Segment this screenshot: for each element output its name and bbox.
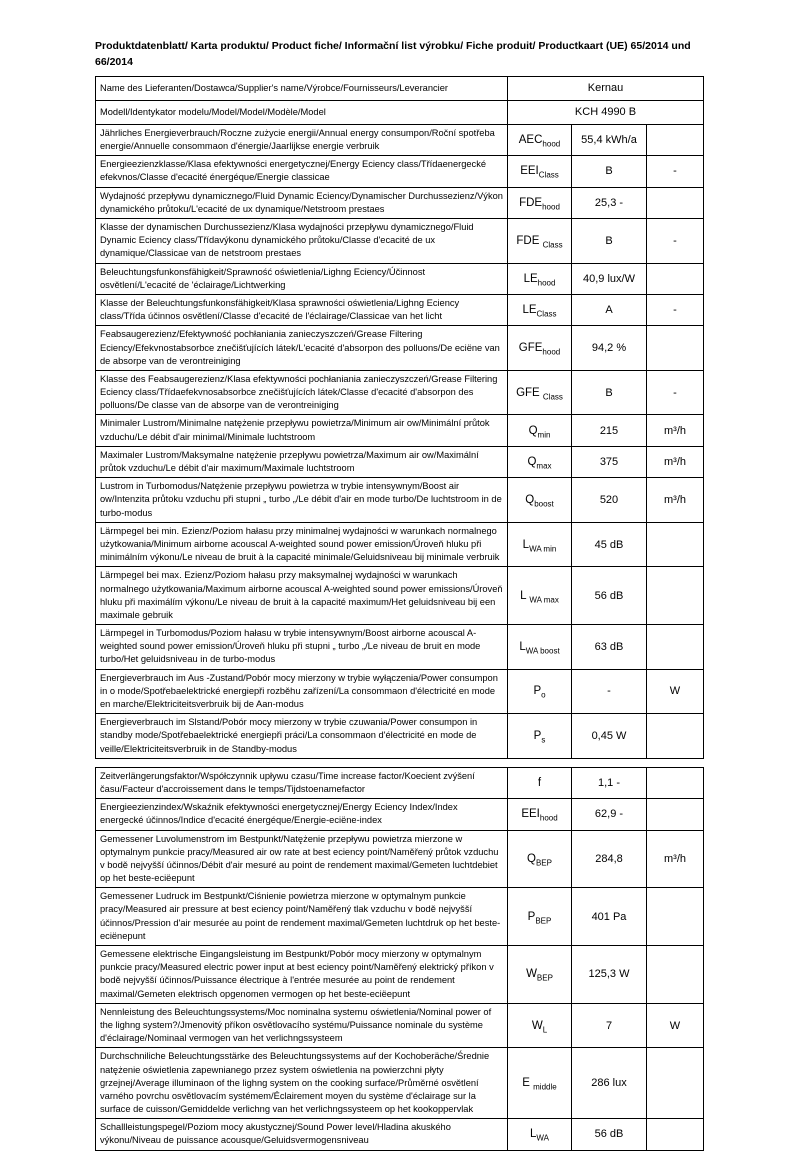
symbol-text: Q [527, 852, 536, 865]
symbol-subscript: WA max [529, 595, 559, 605]
row-value: 63 dB [572, 625, 647, 670]
row-description: Energieverbrauch im Aus -Zustand/Pobór mocy mierzony w trybie wyłączenia/Power consumpon in o mode/Spotřebaelektrické energiepři rozběhu zařízení/La consommaon d'électricité en mode en marche/Elektriciteitsverbruik bij de Aan-modus [96, 669, 508, 714]
row-symbol [508, 478, 572, 523]
table-row [96, 446, 704, 477]
row-unit: - [647, 294, 704, 325]
row-value: A [572, 294, 647, 325]
row-description: Gemessene elektrische Eingangsleistung im Bestpunkt/Pobór mocy mierzony w optymalnym punkcie pracy/Measured electric power input at best eciency point/Naměřený elektrický příkon v bodě nejvyšší účinnos/Puissance électrique à l'entrée mesurée au point de rendement maximal/Gemeten elektrisch opgenomen vermogen op het beste-eciëepunt [96, 946, 508, 1004]
symbol-subscript: Class [542, 391, 563, 401]
row-description: Lärmpegel bei max. Ezienz/Poziom hałasu przy maksymalnej wydajności w warunkach normalnego użytkowania/Maximum airborne acouscal A-weighted sound power emissions/Úroveň hluku při maximálím výkonu/Le niveau de bruit à la capacité maximum/Het geluidsniveau bij een maximale gebruik [96, 567, 508, 625]
table-row [96, 714, 704, 759]
row-unit [647, 124, 704, 155]
row-description: Lärmpegel in Turbomodus/Poziom hałasu w trybie intensywnym/Boost airborne acouscal A-weighted sound power emission/Úroveň hluku při stupni „ turbo „/Le niveau de bruit en mode turbo/Het geluidsniveau in de turbo-modus [96, 625, 508, 670]
row-symbol [508, 446, 572, 477]
row-value: - [572, 669, 647, 714]
table-row [96, 263, 704, 294]
row-value: 55,4 kWh/a [572, 124, 647, 155]
symbol-subscript: min [537, 429, 551, 439]
row-value: B [572, 156, 647, 187]
row-unit [647, 799, 704, 830]
row-description: Maximaler Lustrom/Maksymalne natężenie przepływu powietrza/Maximum air ow/Maximální průtok vzduchu/Le débit d'air maximum/Maximale luchtstroom [96, 446, 508, 477]
document-title: Produktdatenblatt/ Karta produktu/ Product fiche/ Informační list výrobku/ Fiche produit/ Productkaart (UE) 65/2014 und 66/2014 [95, 40, 691, 69]
row-symbol [508, 156, 572, 187]
row-symbol [508, 124, 572, 155]
row-value: 0,45 W [572, 714, 647, 759]
row-description: Durchschniliche Beleuchtungsstärke des Beleuchtungssystems auf der Kochoberäche/Średnie natężenie oświetlenia zapewnianego przez system oświetlenia na powierzchni płyty grzejnej/Average illuminaon of the lighng system on the cooking surface/Průměrné osvětlení varného povrchu osvětlovacím systémem/Éclairement moyen du système d'éclairage sur la surface de cuisson/Gemiddelde verlichng van het verlichngssysteem op het kookoppervlak [96, 1048, 508, 1119]
row-value: 401 Pa [572, 888, 647, 946]
row-value: 56 dB [572, 567, 647, 625]
row-unit [647, 625, 704, 670]
row-symbol [508, 888, 572, 946]
row-value: 375 [572, 446, 647, 477]
row-description: Wydajność przepływu dynamicznego/Fluid Dynamic Eciency/Dynamischer Durchussezienz/Výkon dynamického průtoku/L'ecacité de ux dynamique/Netstroom prestaes [96, 187, 508, 218]
table-row [96, 294, 704, 325]
row-description: Schallleistungspegel/Poziom mocy akustycznej/Sound Power level/Hladina akuského výkonu/Niveau de puissance acousque/Geluidsvermogensniveau [96, 1119, 508, 1150]
row-unit [647, 567, 704, 625]
row-unit: m³/h [647, 446, 704, 477]
row-unit [647, 714, 704, 759]
table-row [96, 124, 704, 155]
row-value: Kernau [508, 76, 704, 100]
symbol-subscript: hood [542, 139, 561, 149]
row-symbol [508, 625, 572, 670]
table-row [96, 567, 704, 625]
table-row [96, 76, 704, 100]
symbol-subscript: L [542, 1024, 548, 1034]
row-description: Gemessener Ludruck im Bestpunkt/Ciśnienie powietrza mierzone w optymalnym punkcie pracy/Measured air pressure at best eciency point/Naměřený tlak vzduchu v bodě nejvyšší účinnos/Pression d'air mesurée au point de rendement maximal/Gemeten luchtdruk op het beste-eciënepunt [96, 888, 508, 946]
row-symbol [508, 714, 572, 759]
row-description: Modell/Identykator modelu/Model/Model/Modèle/Model [96, 100, 508, 124]
symbol-text: W [526, 968, 537, 981]
symbol-subscript: BEP [535, 915, 552, 925]
row-unit: - [647, 370, 704, 415]
row-value: B [572, 219, 647, 264]
row-symbol [508, 1048, 572, 1119]
table-row [96, 1003, 704, 1048]
row-description: Gemessener Luvolumenstrom im Bestpunkt/Natężenie przepływu powietrza mierzone w optymalnym punkcie pracy/Measured air ow rate at best eciency point/Naměřený průtok vzduchu v bodě nejvyšší účinnos/Débit d'air mesuré au point de rendement maximal/Gemeten luchtdebiet op het beste-eciëepunt [96, 830, 508, 888]
row-value: 56 dB [572, 1119, 647, 1150]
symbol-text: P [533, 685, 542, 698]
symbol-text: GFE [518, 342, 543, 355]
table1-body [96, 76, 704, 758]
symbol-subscript: hood [542, 347, 561, 357]
symbol-text: EEI [520, 165, 539, 178]
symbol-subscript: middle [533, 1082, 557, 1092]
table-row [96, 100, 704, 124]
symbol-text: P [533, 730, 542, 742]
table-row [96, 1119, 704, 1150]
row-description: Lärmpegel bei min. Ezienz/Poziom hałasu przy minimalnej wydajności w warunkach normalnego użytkowania/Minimum airborne acouscal A-weighted sound power emission/Úroveň hluku při minimálním výkonu/Le niveau de bruit à la capacité minimale/Geluidsniveau bij minimale verbruik [96, 522, 508, 567]
symbol-subscript: Class [538, 170, 559, 180]
row-value: 7 [572, 1003, 647, 1048]
row-value: 45 dB [572, 522, 647, 567]
row-description: Zeitverlängerungsfaktor/Współczynnik upływu czasu/Time increase factor/Koecient zvýšení času/Facteur d'accroissement dans le temps/Tijdstoenamefactor [96, 767, 508, 798]
symbol-subscript: o [541, 690, 546, 700]
symbol-text: L [520, 589, 530, 602]
row-value: 286 lux [572, 1048, 647, 1119]
symbol-text: L [519, 640, 526, 653]
row-description: Lustrom in Turbomodus/Natężenie przepływu powietrza w trybie intensywnym/Boost air ow/Intenzita průtoku vzduchu při stupni „ turbo „/Le débit d'air en mode turbo/De luchtstroom in de turbo-modus [96, 478, 508, 523]
symbol-text: GFE [516, 386, 543, 399]
row-description: Energieezienzklasse/Klasa efektywności energetycznej/Energy Eciency class/Třídaenergecké efekvnos/Classe d'ecacité énergéque/Energie classicae [96, 156, 508, 187]
symbol-subscript: WA boost [525, 646, 560, 656]
symbol-subscript: Class [536, 309, 557, 319]
row-unit [647, 326, 704, 371]
table-row [96, 219, 704, 264]
table-row [96, 478, 704, 523]
row-value: 125,3 W [572, 946, 647, 1004]
row-unit: W [647, 669, 704, 714]
table-row [96, 522, 704, 567]
row-description: Nennleistung des Beleuchtungssystems/Moc nominalna systemu oświetlenia/Nominal power of the lighng system?/Jmenovitý příkon osvětlovacího systému/Puissance nominale du système d'éclairage/Nominaal vermogen van het verlichngssysteem [96, 1003, 508, 1048]
row-symbol [508, 830, 572, 888]
row-value: B [572, 370, 647, 415]
row-description: Minimaler Lustrom/Minimalne natężenie przepływu powietrza/Minimum air ow/Minimální průtok vzduchu/Le débit d'air minimal/Minimale luchtstroom [96, 415, 508, 446]
table-row [96, 946, 704, 1004]
table-row [96, 669, 704, 714]
table-row [96, 370, 704, 415]
symbol-subscript: s [541, 735, 546, 745]
row-symbol [508, 263, 572, 294]
row-symbol [508, 219, 572, 264]
row-description: Energieverbrauch im Slstand/Pobór mocy mierzony w trybie czuwania/Power consumpon in standby mode/Spotřebaelektrické energiepři práci/La consommaon d'électricité en mode de veille/Elektriciteitsverbruik in de Standby-modus [96, 714, 508, 759]
row-value: KCH 4990 B [508, 100, 704, 124]
row-unit [647, 187, 704, 218]
symbol-text: AEC [518, 134, 543, 147]
table-row [96, 625, 704, 670]
row-unit [647, 522, 704, 567]
symbol-text: FDE [516, 234, 543, 247]
symbol-subscript: BEP [536, 973, 553, 983]
row-unit [647, 1048, 704, 1119]
row-value: 40,9 lux/W [572, 263, 647, 294]
symbol-subscript: hood [537, 278, 556, 288]
table2-body [96, 767, 704, 1150]
symbol-text: L [530, 1128, 537, 1141]
row-unit [647, 767, 704, 798]
product-fiche-table-1 [95, 76, 704, 759]
symbol-text: f [537, 776, 542, 789]
symbol-text: LE [522, 304, 537, 317]
row-symbol [508, 326, 572, 371]
row-value: 62,9 - [572, 799, 647, 830]
row-value: 1,1 - [572, 767, 647, 798]
row-description: Beleuchtungsfunkonsfähigkeit/Sprawność oświetlenia/Lighng Eciency/Účinnost osvětlení/L'ecacité de 'éclairage/Lichtwerking [96, 263, 508, 294]
row-description: Energieezienzindex/Wskaźnik efektywności energetycznej/Energy Eciency Index/Index energecké účinnos/Indice d'ecacité énergéque/Energie-eciëne-index [96, 799, 508, 830]
row-value: 25,3 - [572, 187, 647, 218]
row-symbol [508, 370, 572, 415]
row-symbol [508, 669, 572, 714]
row-unit: W [647, 1003, 704, 1048]
row-symbol [508, 1003, 572, 1048]
row-unit [647, 263, 704, 294]
symbol-subscript: BEP [535, 858, 552, 868]
table-row [96, 156, 704, 187]
row-description: Feabsaugerezienz/Efektywność pochłaniania zanieczyszczeń/Grease Filtering Eciency/Efekvnostabsorbce znečišťujících látek/L'ecacité d'absorpon des polluons/De eciëne van de absorpe van de verontreiniging [96, 326, 508, 371]
table-row [96, 888, 704, 946]
row-description: Jährliches Energieverbrauch/Roczne zużycie energii/Annual energy consumpon/Roční spotřeba energie/Annuelle consommaon d'énergie/Jaarlijkse energie verbruik [96, 124, 508, 155]
symbol-subscript: max [536, 461, 552, 471]
row-description: Klasse des Feabsaugerezienz/Klasa efektywności pochłaniania zanieczyszczeń/Grease Filtering Eciency class/Třídaefekvnosabsorbce znečišťujících látek/Classe d'ecacité d'absorpon des polluons/De classe van de absorpe van de verontreiniging [96, 370, 508, 415]
symbol-text: P [527, 910, 536, 923]
symbol-text: Q [525, 494, 535, 506]
symbol-text: LE [523, 272, 538, 285]
symbol-text: Q [528, 424, 538, 437]
row-value: 520 [572, 478, 647, 523]
row-description: Klasse der Beleuchtungsfunkonsfähigkeit/Klasa sprawności oświetlenia/Lighng Eciency class/Třída účinnos osvětlení/Classe d'ecacité de l'éclairage/Classicae van het licht [96, 294, 508, 325]
product-fiche-table-2 [95, 767, 704, 1151]
row-symbol [508, 1119, 572, 1150]
table-row [96, 1048, 704, 1119]
row-symbol [508, 567, 572, 625]
symbol-subscript: WA [536, 1133, 549, 1143]
row-value: 215 [572, 415, 647, 446]
symbol-subscript: boost [534, 499, 554, 509]
row-unit: m³/h [647, 830, 704, 888]
row-symbol [508, 415, 572, 446]
symbol-subscript: WA min [529, 543, 557, 553]
row-symbol [508, 799, 572, 830]
row-description: Name des Lieferanten/Dostawca/Supplier's name/Výrobce/Fournisseurs/Leverancier [96, 76, 508, 100]
row-unit: m³/h [647, 478, 704, 523]
row-symbol [508, 294, 572, 325]
table-row [96, 415, 704, 446]
row-unit: - [647, 219, 704, 264]
row-symbol [508, 187, 572, 218]
symbol-subscript: hood [542, 202, 560, 212]
table-row [96, 767, 704, 798]
symbol-text: W [531, 1019, 543, 1032]
row-unit: m³/h [647, 415, 704, 446]
table-row [96, 830, 704, 888]
row-symbol [508, 767, 572, 798]
table-row [96, 187, 704, 218]
table-row [96, 799, 704, 830]
symbol-subscript: hood [539, 813, 558, 823]
symbol-text: Q [527, 456, 537, 469]
row-symbol [508, 522, 572, 567]
row-unit: - [647, 156, 704, 187]
row-symbol [508, 946, 572, 1004]
symbol-text: EEI [521, 808, 540, 821]
row-unit [647, 946, 704, 1004]
row-description: Klasse der dynamischen Durchussezienz/Klasa wydajności przepływu dynamicznego/Fluid Dynamic Eciency class/Třídavýkonu dynamického průtoku/Classe d'ecacité de ux dynamique/Classicae van de netstroom prestaes [96, 219, 508, 264]
row-value: 94,2 % [572, 326, 647, 371]
symbol-text: E [522, 1077, 534, 1090]
table-row [96, 326, 704, 371]
symbol-text: FDE [519, 196, 543, 209]
row-value: 284,8 [572, 830, 647, 888]
row-unit [647, 1119, 704, 1150]
symbol-subscript: Class [542, 240, 563, 250]
row-unit [647, 888, 704, 946]
symbol-text: L [522, 538, 530, 551]
